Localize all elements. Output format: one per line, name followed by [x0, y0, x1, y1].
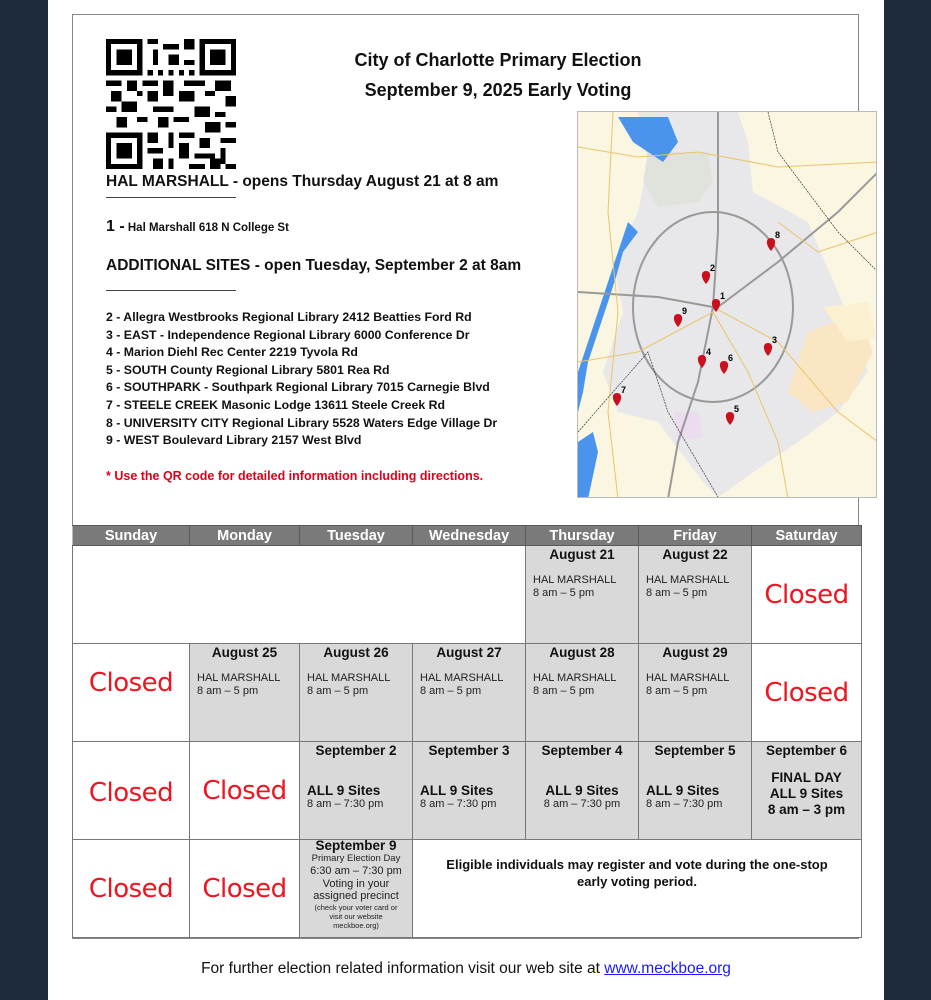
site-item: 9 - WEST Boulevard Library 2157 West Blvd [106, 433, 362, 448]
map-marker-label: 2 [710, 263, 716, 273]
day-cell [526, 644, 639, 742]
day-cell [73, 840, 190, 938]
sites-label: ALL 9 Sites [769, 786, 844, 801]
day-cell [73, 644, 190, 742]
voter-card-note: (check your voter card or visit our website meckboe.org) [314, 902, 398, 930]
empty-cell [73, 546, 526, 644]
hours-label: 8 am – 7:30 pm [646, 798, 723, 810]
day-cell [190, 644, 300, 742]
date-label: September 3 [428, 743, 510, 758]
site-label: HAL MARSHALL [646, 574, 730, 586]
hours-label: 8 am – 7:30 pm [420, 798, 497, 810]
sites-label: ALL 9 Sites [646, 783, 720, 798]
map-marker-label: 1 [720, 291, 726, 301]
hours-label: 8 am – 5 pm [533, 685, 595, 697]
date-label: August 29 [662, 645, 728, 660]
hours-label: 6:30 am – 7:30 pm [310, 865, 402, 877]
site-item: 6 - SOUTHPARK - Southpark Regional Library 7015 Carnegie Blvd [106, 380, 490, 395]
early-voting-sites-map[interactable] [577, 111, 877, 498]
hours-label: 8 am – 5 pm [420, 685, 482, 697]
day-header: Sunday [73, 526, 190, 546]
date-label: August 27 [436, 645, 502, 660]
divider [106, 290, 236, 291]
closed-label: Closed [88, 778, 174, 808]
site-1-number: 1 - [106, 218, 125, 235]
additional-sites-heading: ADDITIONAL SITES - open Tuesday, September 2 at 8am [106, 257, 522, 274]
qr-code-icon[interactable] [106, 39, 236, 169]
site-item: 2 - Allegra Westbrooks Regional Library 2412 Beatties Ford Rd [106, 310, 472, 324]
map-marker-label: 8 [775, 230, 781, 240]
day-cell [413, 742, 526, 840]
week-row [73, 644, 862, 742]
day-cell [413, 644, 526, 742]
site-1 [106, 218, 289, 236]
date-label: September 6 [765, 743, 848, 758]
meckboe-link[interactable]: www.meckboe.org [604, 960, 731, 977]
day-cell [73, 742, 190, 840]
day-cell [752, 644, 862, 742]
hours-label: 8 am – 7:30 pm [543, 798, 621, 810]
map-marker-label: 7 [621, 385, 627, 395]
site-item: 7 - STEELE CREEK Masonic Lodge 13611 Steele Creek Rd [106, 397, 445, 412]
calendar-header-row [73, 526, 862, 546]
site-label: HAL MARSHALL [533, 574, 617, 586]
date-label: August 28 [549, 645, 615, 660]
map-marker-label: 6 [728, 353, 734, 363]
day-header: Saturday [752, 526, 862, 546]
day-cell [752, 742, 862, 840]
hours-label: 8 am – 7:30 pm [307, 798, 384, 810]
closed-label: Closed [202, 874, 287, 904]
site-item: 5 - SOUTH County Regional Library 5801 Rea Rd [106, 362, 390, 377]
date-label: September 9 [315, 838, 397, 853]
site-label: HAL MARSHALL [307, 672, 391, 684]
hours-label: 8 am – 5 pm [533, 587, 595, 599]
sites-label: ALL 9 Sites [307, 783, 381, 798]
closed-label: Closed [88, 874, 174, 904]
divider [106, 197, 236, 198]
hours-label: 8 am – 5 pm [646, 587, 708, 599]
day-header: Thursday [526, 526, 639, 546]
site-item: 4 - Marion Diehl Rec Center 2219 Tyvola Rd [106, 345, 358, 360]
day-header: Tuesday [300, 526, 413, 546]
day-cell [190, 840, 300, 938]
title-line-2: September 9, 2025 Early Voting [364, 80, 632, 100]
qr-note: * Use the QR code for detailed information including directions. [106, 469, 484, 483]
site-1-address: Hal Marshall 618 N College St [127, 222, 289, 234]
hours-label: 8 am – 5 pm [646, 685, 708, 697]
day-header: Wednesday [413, 526, 526, 546]
eligibility-cell [413, 840, 862, 938]
week-row [73, 742, 862, 840]
day-cell [639, 644, 752, 742]
date-label: August 21 [549, 547, 615, 562]
day-cell [639, 546, 752, 644]
map-marker-label: 4 [706, 347, 712, 357]
hours-label: 8 am – 3 pm [767, 802, 846, 817]
map-marker-label: 3 [772, 335, 778, 345]
hal-marshall-heading: HAL MARSHALL - opens Thursday August 21 at 8 am [106, 173, 499, 190]
election-day-label: Primary Election Day [311, 852, 401, 864]
eligibility-note: Eligible individuals may register and vote during the one-stop early voting period. [446, 857, 828, 889]
day-cell [752, 546, 862, 644]
closed-label: Closed [764, 678, 849, 708]
site-item: 8 - UNIVERSITY CITY Regional Library 5528 Waters Edge Village Dr [106, 415, 498, 430]
site-label: HAL MARSHALL [197, 672, 281, 684]
date-label: September 5 [654, 743, 736, 758]
flyer-page [48, 0, 884, 1000]
election-day-cell [300, 840, 413, 938]
week-row [73, 546, 862, 644]
date-label: September 2 [315, 743, 397, 758]
footer [48, 960, 884, 978]
day-header: Friday [639, 526, 752, 546]
sites-label: ALL 9 Sites [420, 783, 494, 798]
title-line-1: City of Charlotte Primary Election [354, 50, 642, 70]
day-cell [526, 742, 639, 840]
site-label: HAL MARSHALL [533, 672, 617, 684]
site-label: HAL MARSHALL [420, 672, 504, 684]
page-title [303, 45, 693, 105]
date-label: September 4 [541, 743, 623, 758]
hours-label: 8 am – 5 pm [307, 685, 369, 697]
closed-label: Closed [88, 668, 174, 698]
day-cell [526, 546, 639, 644]
day-cell [190, 742, 300, 840]
date-label: August 26 [323, 645, 389, 660]
additional-sites-list [106, 309, 497, 450]
footer-text: For further election related information visit our web site at [201, 960, 605, 977]
map-marker-label: 5 [734, 404, 740, 414]
voting-calendar [72, 525, 862, 938]
day-header: Monday [190, 526, 300, 546]
date-label: August 25 [211, 645, 278, 660]
date-label: August 22 [662, 547, 728, 562]
site-item: 3 - EAST - Independence Regional Library 6000 Conference Dr [106, 327, 470, 342]
week-row [73, 840, 862, 938]
site-label: HAL MARSHALL [646, 672, 730, 684]
map-marker-label: 9 [682, 306, 688, 316]
day-cell [300, 742, 413, 840]
final-day-label: FINAL DAY [771, 770, 842, 785]
closed-label: Closed [202, 776, 287, 806]
day-cell [639, 742, 752, 840]
day-cell [300, 644, 413, 742]
sites-label: ALL 9 Sites [545, 783, 619, 798]
precinct-line: assigned precinct [313, 890, 399, 902]
hours-label: 8 am – 5 pm [197, 685, 259, 697]
closed-label: Closed [764, 580, 849, 610]
precinct-line: Voting in your [322, 877, 390, 890]
